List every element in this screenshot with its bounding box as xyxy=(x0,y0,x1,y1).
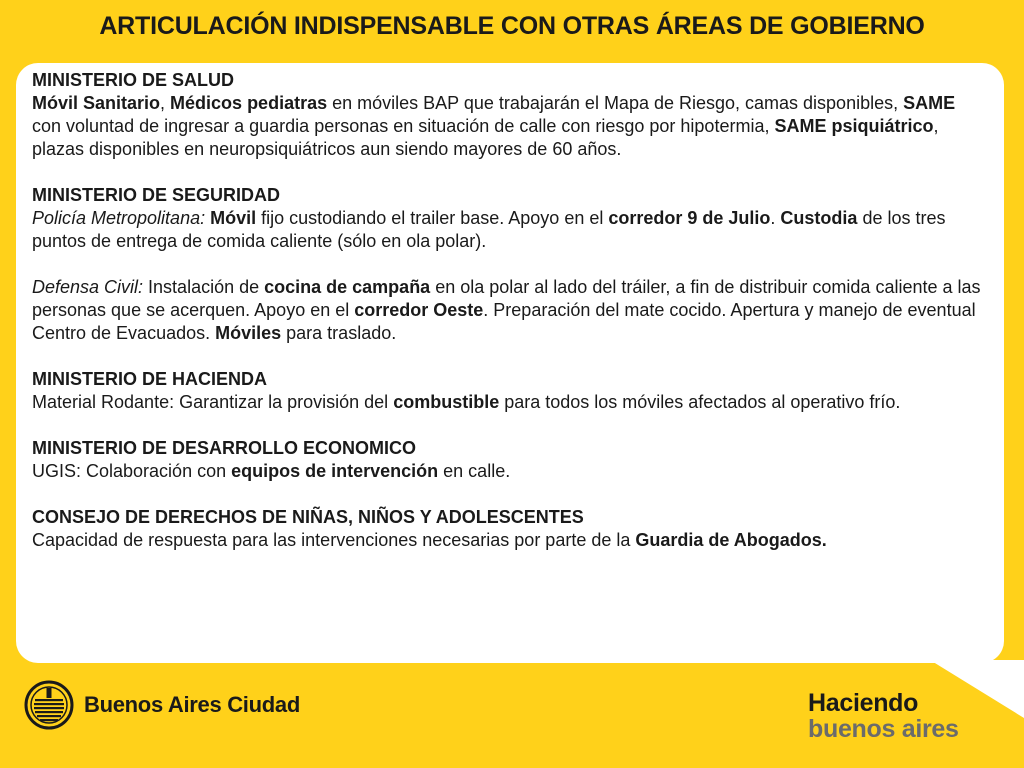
subsection-label: Policía Metropolitana: xyxy=(32,208,206,228)
section-body xyxy=(32,207,988,253)
section-ministerio-hacienda xyxy=(32,368,988,414)
body-text: . Preparación del mate cocido. Apertura y manejo de eventual Centro de Evacuados. xyxy=(32,300,976,343)
highlight-text: Médicos pediatras xyxy=(170,93,328,113)
body-text: Material Rodante: Garantizar la provisión del xyxy=(32,392,394,412)
body-text: UGIS: Colaboración con xyxy=(32,461,232,481)
highlight-text: corredor Oeste xyxy=(354,300,484,320)
highlight-text: Custodia xyxy=(780,208,858,228)
body-text: en calle. xyxy=(438,461,511,481)
highlight-text: combustible xyxy=(393,392,500,412)
highlight-text: equipos de intervención xyxy=(231,461,439,481)
body-text: Instalación de xyxy=(143,277,265,297)
highlight-text: Móvil xyxy=(210,208,257,228)
buenos-aires-ciudad-logo xyxy=(24,680,300,730)
subsection-label: Defensa Civil: xyxy=(32,277,144,297)
body-text: para traslado. xyxy=(281,323,397,343)
highlight-text: corredor 9 de Julio xyxy=(608,208,771,228)
section-body xyxy=(32,391,988,414)
highlight-text: SAME xyxy=(903,93,956,113)
body-text: de los tres puntos de entrega de comida caliente (sólo en ola polar). xyxy=(32,208,946,251)
section-consejo-derechos xyxy=(32,506,988,552)
section-body xyxy=(32,276,988,345)
section-body xyxy=(32,460,988,483)
haciendo-buenos-aires-logo xyxy=(808,690,959,742)
body-text: en ola polar al lado del tráiler, a fin de distribuir comida caliente a las personas que se acerquen. Apoyo en el xyxy=(32,277,981,320)
section-ministerio-salud xyxy=(32,69,988,161)
body-text: con voluntad de ingresar a guardia personas en situación de calle con riesgo por hipotermia, xyxy=(32,116,775,136)
body-text: Capacidad de respuesta para las intervenciones necesarias por parte de la xyxy=(32,530,636,550)
highlight-text: cocina de campaña xyxy=(264,277,431,297)
highlight-text: Móvil Sanitario xyxy=(32,93,161,113)
highlight-text: Guardia de Abogados. xyxy=(635,530,827,550)
body-text: fijo custodiando el trailer base. Apoyo en el xyxy=(256,208,609,228)
slogan-line-2: buenos aires xyxy=(808,715,959,743)
section-heading: MINISTERIO DE SEGURIDAD xyxy=(32,185,281,205)
slide-title: ARTICULACIÓN INDISPENSABLE CON OTRAS ÁREAS DE GOBIERNO xyxy=(99,12,925,40)
section-body xyxy=(32,529,988,552)
section-heading: CONSEJO DE DERECHOS DE NIÑAS, NIÑOS Y ADOLESCENTES xyxy=(32,507,584,527)
section-body xyxy=(32,92,988,161)
brand-name: Buenos Aires Ciudad xyxy=(84,692,300,717)
section-ministerio-seguridad xyxy=(32,184,988,345)
body-text: . xyxy=(770,208,781,228)
body-text: , xyxy=(160,93,171,113)
content-panel xyxy=(16,63,1004,663)
section-heading: MINISTERIO DE HACIENDA xyxy=(32,369,268,389)
highlight-text: SAME psiquiátrico xyxy=(774,116,934,136)
section-ministerio-desarrollo xyxy=(32,437,988,483)
body-text: para todos los móviles afectados al operativo frío. xyxy=(499,392,901,412)
highlight-text: Móviles xyxy=(215,323,282,343)
section-heading: MINISTERIO DE SALUD xyxy=(32,70,235,90)
section-heading: MINISTERIO DE DESARROLLO ECONOMICO xyxy=(32,438,417,458)
body-text: , plazas disponibles en neuropsiquiátricos aun siendo mayores de 60 años. xyxy=(32,116,939,159)
city-seal-icon xyxy=(24,680,74,730)
slogan-line-1: Haciendo xyxy=(808,689,919,717)
body-text: en móviles BAP que trabajarán el Mapa de Riesgo, camas disponibles, xyxy=(327,93,904,113)
